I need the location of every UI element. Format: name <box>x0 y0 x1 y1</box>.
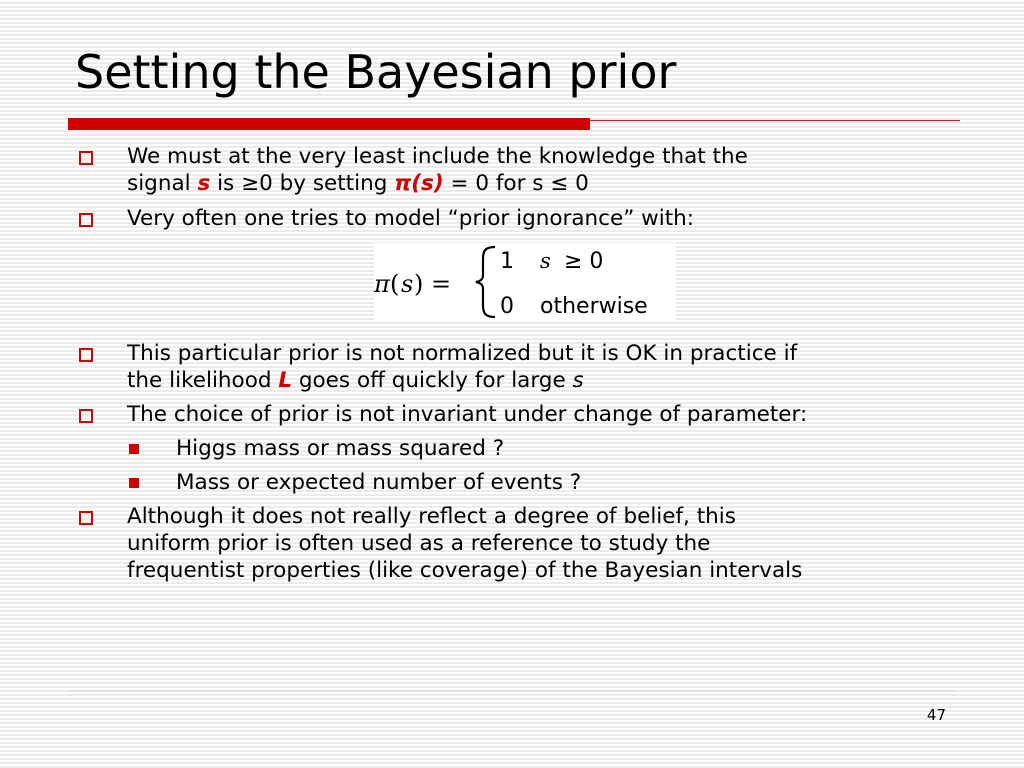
bullet-text-line: uniform prior is often used as a reference to study the <box>127 531 711 556</box>
slide-title: Setting the Bayesian prior <box>75 45 677 99</box>
bullet-text: Very often one tries to model “prior ignorance” with: <box>127 206 695 231</box>
formula-svg <box>374 243 676 321</box>
title-underline-line <box>590 120 960 121</box>
geq-symbol: ≥ <box>241 171 260 196</box>
bullet-text: 0 by setting <box>259 171 395 196</box>
bullet-text: is <box>210 171 242 196</box>
formula-case2-cond: otherwise <box>540 294 648 319</box>
formula-pi: π <box>374 270 390 298</box>
filled-square-bullet-icon <box>129 444 139 454</box>
bullet-text: Higgs mass or mass squared ? <box>176 436 505 461</box>
formula-case2-value: 0 <box>500 294 514 319</box>
bullet-text-line: Although it does not really reflect a degree of belief, this <box>127 504 736 529</box>
bullet-text: The choice of prior is not invariant under change of parameter: <box>127 402 808 427</box>
formula-var: s <box>401 270 414 298</box>
bullet-text-line: This particular prior is not normalized but it is OK in practice if <box>127 341 798 366</box>
hollow-square-bullet-icon <box>79 213 93 227</box>
hollow-square-bullet-icon <box>79 151 93 165</box>
bullet-text: the likelihood <box>127 368 279 393</box>
hollow-square-bullet-icon <box>79 409 93 423</box>
formula-lparen: ( <box>390 270 400 298</box>
formula-case1-var: s <box>540 249 551 273</box>
bullet-reference-prior <box>127 503 957 584</box>
bullet-text: = 0 for s ≤ 0 <box>443 171 589 196</box>
formula-brace <box>476 247 495 317</box>
page-number: 47 <box>926 706 946 724</box>
bullet-text-line: frequentist properties (like coverage) of the Bayesian intervals <box>127 558 803 583</box>
filled-square-bullet-icon <box>129 478 139 488</box>
sub-bullet-expected-events <box>176 469 956 496</box>
hollow-square-bullet-icon <box>79 348 93 362</box>
bullet-text: signal <box>127 171 198 196</box>
emphasis-pi-s: π(s) <box>394 171 444 196</box>
prior-formula <box>374 243 676 321</box>
bullet-text: goes off quickly for large <box>292 368 573 393</box>
formula-case1-cond: ≥ 0 <box>564 249 604 274</box>
bullet-prior-ignorance <box>127 205 957 232</box>
formula-rparen-eq: ) = <box>414 270 452 298</box>
emphasis-L: L <box>278 368 293 393</box>
italic-s: s <box>572 368 584 393</box>
bullet-text: Mass or expected number of events ? <box>176 470 582 495</box>
bullet-not-normalized <box>127 340 957 394</box>
formula-case1-value: 1 <box>500 249 514 274</box>
title-underline-bar <box>68 118 590 130</box>
footer-divider <box>68 690 956 691</box>
sub-bullet-higgs-mass <box>176 435 956 462</box>
bullet-knowledge <box>127 143 957 197</box>
emphasis-s: s <box>197 171 211 196</box>
bullet-text-line: We must at the very least include the knowledge that the <box>127 144 748 169</box>
bullet-not-invariant <box>127 401 957 428</box>
hollow-square-bullet-icon <box>79 511 93 525</box>
